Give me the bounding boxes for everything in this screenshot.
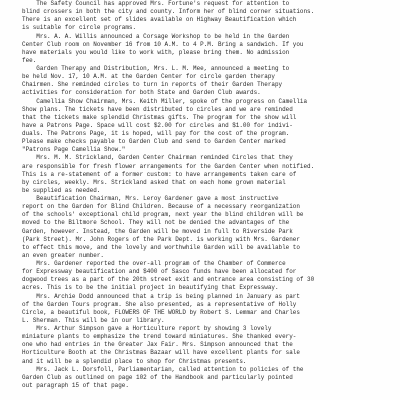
text-line: "Patrons Page Camellia Show." bbox=[22, 146, 126, 154]
text-line: miniature plants to emphasize the trend toward miniatures. She thanked every- bbox=[22, 333, 297, 341]
text-line: report on the Garden for Blind Children. Because of a necessary reorganization bbox=[22, 203, 300, 211]
text-line: to effect this move, and the lovely and worthwhile Garden will be available to bbox=[22, 243, 300, 251]
text-line: by circles, weekly. Mrs. Strickland asked that on each home grown material bbox=[22, 178, 286, 186]
text-line: acres. This is to be the initial project in beautifying that Expressway. bbox=[22, 284, 279, 292]
text-line: an even greater number. bbox=[22, 251, 104, 259]
text-line: There is an excellent set of slides available on Highway Beautification which bbox=[22, 16, 297, 24]
text-line: Show plans. The tickets have been distributed to circles and we are reminded bbox=[22, 105, 293, 113]
text-line: Garden, however. Instead, the Garden will be moved in full to Riverside Park bbox=[22, 227, 293, 235]
document-body bbox=[22, 0, 398, 390]
text-line: duals. The Patrons Page, it is hoped, will pay for the cost of the program. bbox=[22, 130, 290, 137]
text-line: have a Patrons Page. Space will cost $2.00 for circles and $1.00 for indivi- bbox=[22, 121, 293, 129]
text-line: is suitable for circle programs. bbox=[22, 24, 137, 32]
text-line: are responsible for fresh flower arrangements for the Garden Center when notified. bbox=[22, 162, 315, 170]
text-line: Mrs. M. M. Strickland, Garden Center Chairman reminded Circles that they bbox=[22, 154, 293, 162]
text-line: moved to the Biltmore School. They will not be denied the advantages of the bbox=[22, 219, 290, 227]
text-line: Mrs. Gardener reported the over-all program of the Chamber of Commerce bbox=[22, 260, 286, 267]
text-line: be held Nov. 17, 10 A.M. at the Garden Center for circle garden therapy bbox=[22, 73, 275, 81]
text-line: (Park Street). Mr. John Rogers of the Park Dept. is working with Mrs. Gardener bbox=[22, 235, 300, 243]
text-line: Garden Therapy and Distribution, Mrs. L. M. Mee, announced a meeting to bbox=[22, 65, 290, 72]
text-line: blind crossers in both the city and county. Inform her of blind corner situations. bbox=[22, 8, 315, 16]
text-line: have materials you would like to work with, please bring them. No admission bbox=[22, 48, 290, 56]
text-line: out paragraph 15 of that page. bbox=[22, 381, 129, 389]
text-line: activities for consideration for both State and Garden Club awards. bbox=[22, 89, 261, 97]
text-line: fee. bbox=[22, 56, 37, 64]
text-line: Please make checks payable to Garden Club and send to Garden Center marked bbox=[22, 138, 286, 146]
text-line: for Expressway beautification and $400 of Sasco funds have been allocated for bbox=[22, 268, 297, 276]
text-line: one who had entries in the Greater Jax Fair. Mrs. Simpson announced that the bbox=[22, 341, 293, 349]
text-line: L. Sherman. This will be in our library. bbox=[22, 316, 165, 324]
text-line: Garden Club as outlined on page 102 of the Handbook and particularly pointed bbox=[22, 373, 293, 381]
text-line: Camellia Show Chairman, Mrs. Keith Miller, spoke of the progress on Camellia bbox=[22, 97, 308, 105]
text-line: Center Club room on November 16 from 10 A.M. to 4 P.M. Bring a sandwich. If you bbox=[22, 40, 304, 48]
text-line: Circle, a beautiful book, FLOWERS OF THE WORLD by Robert S. Lemmar and Charles bbox=[22, 308, 300, 316]
text-line: that the tickets make splendid Christmas gifts. The program for the show will bbox=[22, 113, 297, 121]
text-line: and it will be a splendid place to shop for Christmas presents. bbox=[22, 357, 247, 365]
text-line: Mrs. Jack L. Dorsfoll, Parliamentarian, called attention to policies of the bbox=[22, 365, 304, 373]
text-line: Beautification Chairman, Mrs. Leroy Gardener gave a most instructive bbox=[22, 195, 279, 202]
text-line: Horticulture Booth at the Christmas Bazaar will have excellent plants for sale bbox=[22, 349, 300, 357]
text-line: The Safety Council has approved Mrs. Fortune's request for attention to bbox=[22, 0, 290, 7]
text-line: of the Garden Tours program. She also presented, as a representative of Holly bbox=[22, 300, 297, 308]
text-line: Chairmen. She reminded circles to turn in reports of their Garden Therapy bbox=[22, 81, 283, 89]
text-line: Mrs. Archie Dodd announced that a trip is being planned in January as part bbox=[22, 292, 300, 300]
text-line: Mrs. A. A. Willis announced a Corsage Workshop to be held in the Garden bbox=[22, 32, 290, 40]
text-line: This is a re-statement of a former custom: to have arrangements taken care of bbox=[22, 170, 297, 178]
text-line: of the schools' exceptional child program, next year the blind children will be bbox=[22, 211, 304, 219]
text-line: Mrs. Arthur Simpson gave a Horticulture report by showing 3 lovely bbox=[22, 325, 272, 332]
text-line: be supplied as needed. bbox=[22, 186, 101, 194]
text-line: dogwood trees as a part of the 20th street exit and entrance area consisting of 30 bbox=[22, 276, 315, 284]
